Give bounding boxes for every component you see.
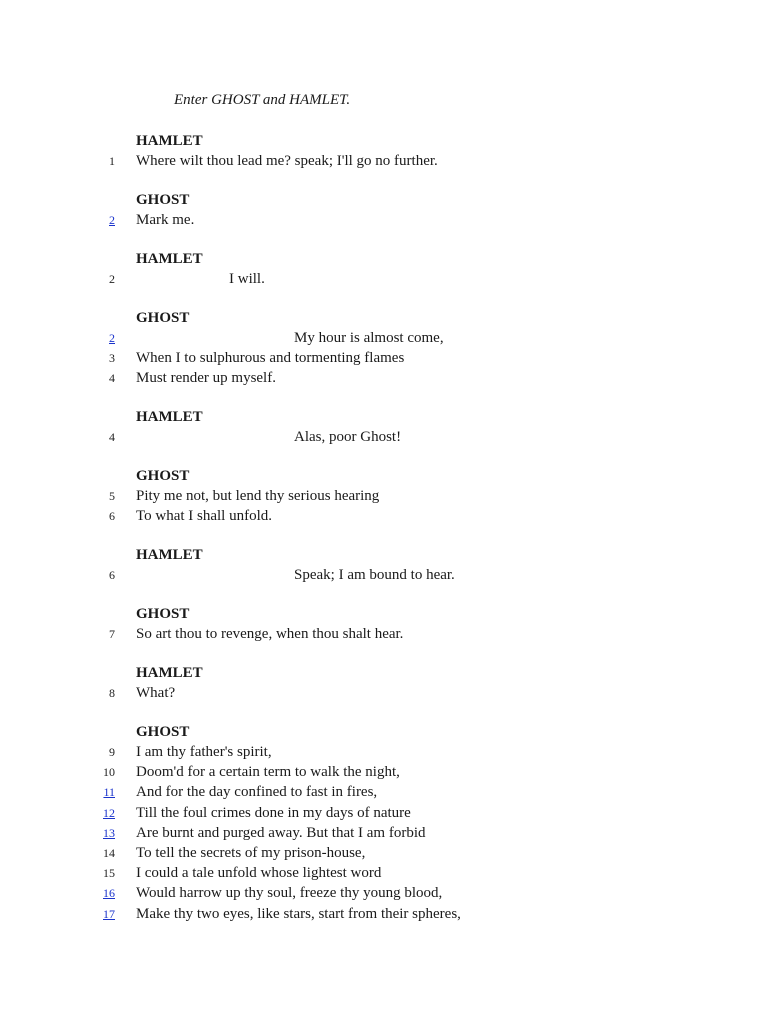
line-number-link[interactable]: 2 — [109, 213, 115, 228]
line-text: To tell the secrets of my prison-house, — [136, 844, 366, 861]
speaker-name: HAMLET — [136, 250, 203, 267]
line-text: I will. — [229, 271, 265, 287]
line-number: 10 — [103, 765, 115, 780]
stage-direction: Enter GHOST and HAMLET. — [174, 92, 351, 108]
script-line — [0, 368, 768, 388]
script-line — [0, 782, 768, 802]
line-text: When I to sulphurous and tormenting flames — [136, 350, 405, 367]
line-number-link[interactable]: 17 — [103, 906, 115, 921]
script-line — [0, 565, 768, 585]
script-line — [0, 883, 768, 903]
speaker-name: HAMLET — [136, 133, 203, 149]
line-number: 7 — [109, 627, 115, 642]
line-text: Pity me not, but lend thy serious hearing — [136, 488, 380, 505]
speaker-name: GHOST — [136, 605, 190, 622]
line-number: 9 — [109, 744, 115, 759]
speaker-name: HAMLET — [136, 547, 203, 563]
speaker-name: GHOST — [136, 309, 190, 326]
speaker-name: GHOST — [136, 191, 190, 208]
line-number: 5 — [109, 489, 115, 504]
script-line — [0, 762, 768, 782]
line-number: 1 — [109, 154, 115, 169]
line-text: Mark me. — [136, 212, 195, 229]
script-line — [0, 863, 768, 883]
line-number: 8 — [109, 686, 115, 700]
line-number-link[interactable]: 13 — [103, 825, 115, 840]
speaker-name: HAMLET — [136, 664, 203, 681]
line-text: Must render up myself. — [136, 370, 276, 387]
line-text: What? — [136, 685, 176, 701]
line-number-link[interactable]: 16 — [103, 886, 115, 901]
script-line — [0, 843, 768, 863]
line-text: Till the foul crimes done in my days of nature — [136, 804, 411, 821]
script-line — [0, 210, 768, 230]
speaker-name: HAMLET — [136, 409, 203, 425]
line-text: Make thy two eyes, like stars, start from their spheres, — [136, 905, 461, 922]
script-line — [0, 683, 768, 703]
script-line — [0, 348, 768, 368]
line-number: 2 — [109, 272, 115, 286]
speaker-name: GHOST — [136, 467, 190, 484]
script-line — [0, 904, 768, 924]
line-text: My hour is almost come, — [294, 329, 444, 346]
line-number-link[interactable]: 11 — [103, 785, 115, 800]
script-line — [0, 823, 768, 843]
script-line — [0, 803, 768, 823]
line-text: Would harrow up thy soul, freeze thy young blood, — [136, 885, 443, 902]
line-text: Where wilt thou lead me? speak; I'll go no further. — [136, 153, 438, 170]
line-text: Alas, poor Ghost! — [294, 429, 402, 446]
line-number: 3 — [109, 351, 115, 366]
line-text: Doom'd for a certain term to walk the night, — [136, 764, 400, 781]
script-line — [0, 328, 768, 348]
line-number: 15 — [103, 866, 115, 881]
line-number: 4 — [109, 430, 115, 445]
script-line — [0, 486, 768, 506]
line-number: 6 — [109, 509, 115, 524]
line-number: 4 — [109, 371, 115, 386]
line-number: 14 — [103, 845, 115, 860]
script-line — [0, 269, 768, 289]
line-number: 6 — [109, 568, 115, 583]
line-number-link[interactable]: 12 — [103, 805, 115, 820]
line-number-link[interactable]: 2 — [109, 330, 115, 345]
line-text: So art thou to revenge, when thou shalt hear. — [136, 626, 404, 643]
speaker-name: GHOST — [136, 723, 190, 740]
script-line — [0, 506, 768, 526]
script-line — [0, 151, 768, 171]
line-text: Are burnt and purged away. But that I am forbid — [136, 824, 426, 841]
line-text: Speak; I am bound to hear. — [294, 567, 455, 584]
line-text: I could a tale unfold whose lightest word — [136, 865, 382, 882]
script-line — [0, 427, 768, 447]
line-text: I am thy father's spirit, — [136, 743, 272, 760]
line-text: And for the day confined to fast in fires, — [136, 784, 378, 801]
script-line — [0, 742, 768, 762]
line-text: To what I shall unfold. — [136, 508, 273, 525]
script-line — [0, 624, 768, 644]
